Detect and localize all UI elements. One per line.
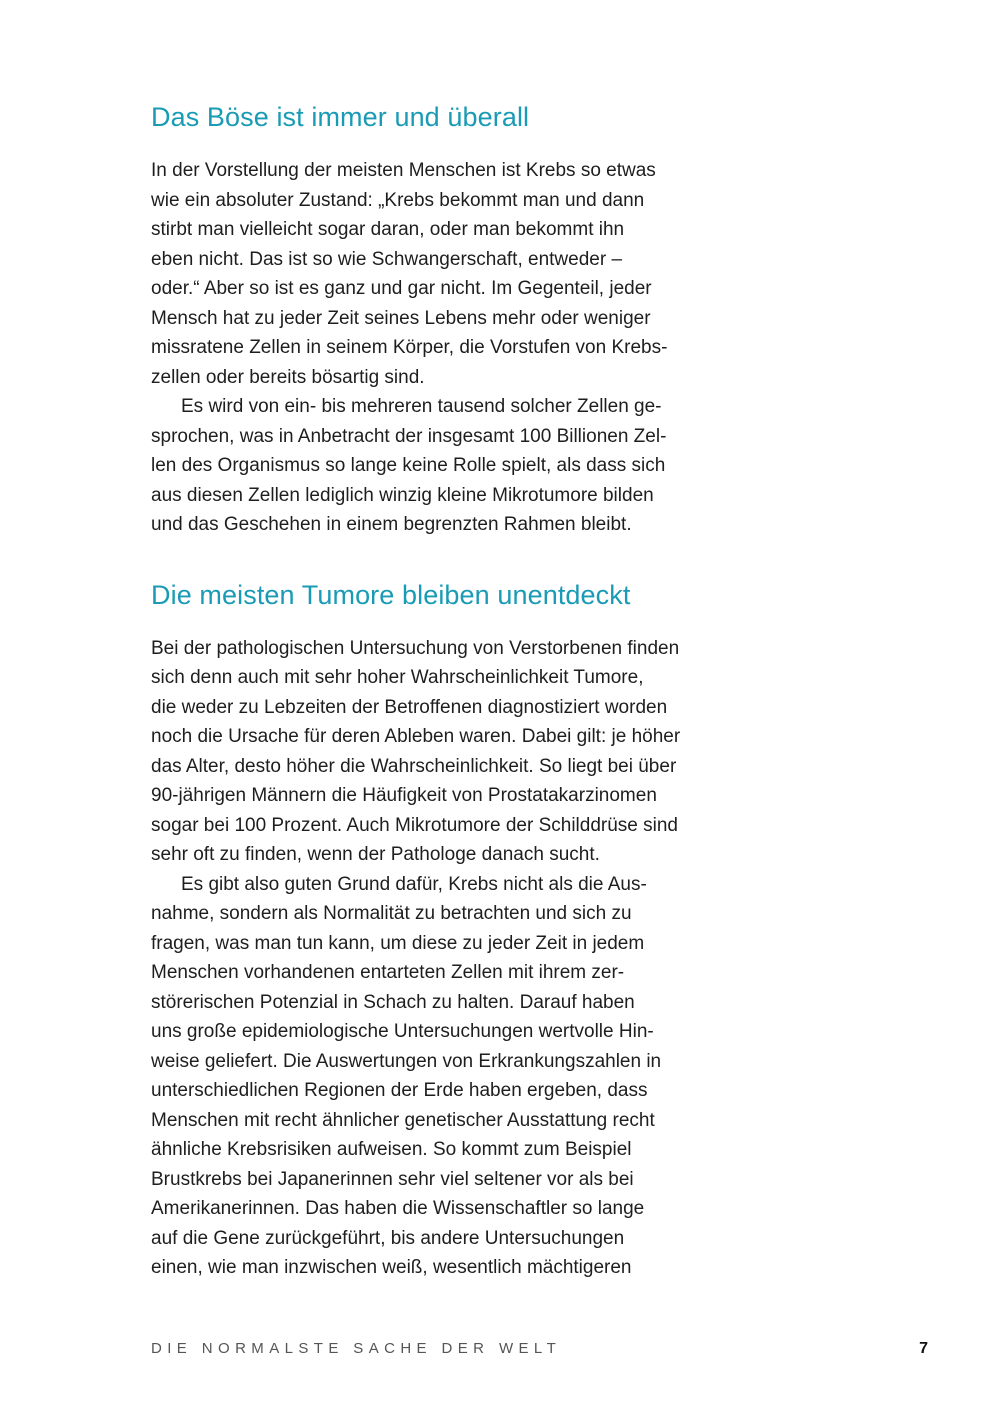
page-content: [151, 100, 696, 1283]
text-line: und das Geschehen in einem begrenzten Rahmen bleibt.: [151, 514, 632, 535]
text-line: missratene Zellen in seinem Körper, die Vorstufen von Krebs-: [151, 337, 668, 358]
text-section: [151, 100, 696, 540]
page-footer: [151, 1340, 928, 1364]
text-line: nahme, sondern als Normalität zu betrachten und sich zu: [151, 903, 632, 924]
text-line: stirbt man vielleicht sogar daran, oder man bekommt ihn: [151, 219, 625, 240]
paragraph: [151, 156, 696, 392]
text-line: das Alter, desto höher die Wahrscheinlichkeit. So liegt bei über: [151, 755, 677, 777]
text-line: sich denn auch mit sehr hoher Wahrscheinlichkeit Tumore,: [151, 667, 644, 688]
text-line: Menschen mit recht ähnlicher genetischer Ausstattung recht: [151, 1109, 655, 1131]
paragraph: [151, 634, 696, 870]
text-line: oder.“ Aber so ist es ganz und gar nicht. Im Gegenteil, jeder: [151, 278, 652, 299]
text-line: Es gibt also guten Grund dafür, Krebs nicht als die Aus-: [181, 873, 647, 895]
text-line: aus diesen Zellen lediglich winzig kleine Mikrotumore bilden: [151, 484, 654, 506]
text-line: weise geliefert. Die Auswertungen von Erkrankungszahlen in: [151, 1050, 662, 1072]
text-line: eben nicht. Das ist so wie Schwangerschaft, entweder –: [151, 248, 623, 270]
page-number: 7: [919, 1340, 928, 1357]
text-line: Bei der pathologischen Untersuchung von Verstorbenen finden: [151, 637, 680, 659]
text-line: sprochen, was in Anbetracht der insgesamt 100 Billionen Zel-: [151, 425, 667, 447]
text-line: sogar bei 100 Prozent. Auch Mikrotumore der Schilddrüse sind: [151, 814, 678, 836]
text-line: len des Organismus so lange keine Rolle spielt, als dass sich: [151, 455, 666, 476]
text-line: zellen oder bereits bösartig sind.: [151, 366, 425, 388]
text-line: Amerikanerinnen. Das haben die Wissenschaftler so lange: [151, 1198, 645, 1219]
running-head: DIE NORMALSTE SACHE DER WELT: [151, 1340, 562, 1357]
text-line: Mensch hat zu jeder Zeit seines Lebens mehr oder weniger: [151, 307, 651, 329]
paragraph: [151, 870, 696, 1283]
text-line: Menschen vorhandenen entarteten Zellen mit ihrem zer-: [151, 962, 625, 983]
text-line: fragen, was man tun kann, um diese zu jeder Zeit in jedem: [151, 932, 645, 954]
text-line: 90-jährigen Männern die Häufigkeit von Prostatakarzinomen: [151, 785, 657, 806]
text-line: noch die Ursache für deren Ableben waren. Dabei gilt: je höher: [151, 726, 681, 747]
text-line: ähnliche Krebsrisiken aufweisen. So kommt zum Beispiel: [151, 1139, 632, 1160]
section-heading: Das Böse ist immer und überall: [151, 102, 530, 132]
text-line: Brustkrebs bei Japanerinnen sehr viel seltener vor als bei: [151, 1168, 634, 1190]
text-line: Es wird von ein- bis mehreren tausend solcher Zellen ge-: [181, 396, 662, 417]
text-section: [151, 578, 696, 1283]
text-line: einen, wie man inzwischen weiß, wesentlich mächtigeren: [151, 1257, 632, 1278]
text-line: wie ein absoluter Zustand: „Krebs bekommt man und dann: [151, 189, 645, 211]
text-line: sehr oft zu finden, wenn der Pathologe danach sucht.: [151, 844, 600, 865]
text-line: uns große epidemiologische Untersuchungen wertvolle Hin-: [151, 1021, 654, 1042]
paragraph: [151, 392, 696, 540]
text-line: störerischen Potenzial in Schach zu halten. Darauf haben: [151, 991, 635, 1013]
text-line: unterschiedlichen Regionen der Erde haben ergeben, dass: [151, 1080, 648, 1101]
text-line: In der Vorstellung der meisten Menschen ist Krebs so etwas: [151, 160, 656, 181]
text-line: auf die Gene zurückgeführt, bis andere Untersuchungen: [151, 1227, 625, 1249]
text-line: die weder zu Lebzeiten der Betroffenen diagnostiziert worden: [151, 696, 668, 718]
section-heading: Die meisten Tumore bleiben unentdeckt: [151, 579, 631, 610]
